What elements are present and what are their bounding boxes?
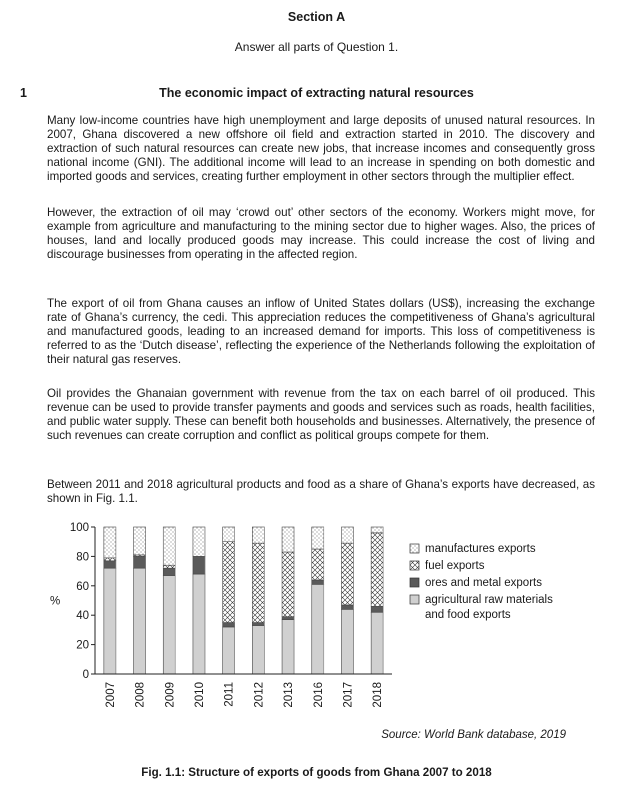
x-tick-label: 2011 <box>223 682 236 707</box>
bar-segment <box>282 617 294 620</box>
bar-segment <box>223 623 235 627</box>
y-tick-label: 0 <box>82 669 89 681</box>
section-title: Section A <box>287 10 346 24</box>
x-tick-label: 2013 <box>283 682 296 708</box>
question-number: 1 <box>20 86 27 100</box>
bar-segment <box>252 623 264 626</box>
bar-segment <box>163 565 175 568</box>
stacked-bar-chart <box>0 515 633 725</box>
bar-segment <box>134 527 146 555</box>
x-tick-label: 2016 <box>312 682 325 708</box>
bar-segment <box>252 527 264 543</box>
y-axis-label: % <box>50 595 61 608</box>
bar-segment <box>371 527 383 533</box>
legend-entry-label: fuel exports <box>425 560 485 572</box>
bar-segment <box>312 584 324 674</box>
bar-segment <box>371 533 383 607</box>
paragraph-1: Many low-income countries have high unemployment and large deposits of unused natural resources. In 2007, Ghana discovered a new offshore oil field and extraction started in 2010. The discovery and extraction of such natural resources can create new jobs, that increase incomes and consequently gross national income (GNI). The additional income will lead to an increase in spending on both domestic and imported goods and services, creating further employment in other sectors through the multiplier effect. <box>47 114 595 183</box>
bar-segment <box>163 576 175 674</box>
bar-segment <box>312 527 324 549</box>
x-tick-label: 2009 <box>164 682 177 708</box>
x-tick-label: 2007 <box>104 682 117 708</box>
figure-caption: Fig. 1.1: Structure of exports of goods from Ghana 2007 to 2018 <box>141 766 492 779</box>
legend-entry-label: ores and metal exports <box>425 577 542 589</box>
legend-swatch <box>410 578 419 587</box>
bar-segment <box>193 527 205 556</box>
legend-entry-label: manufactures exports <box>425 543 536 555</box>
chart-legend <box>410 543 553 621</box>
y-tick-label: 20 <box>76 639 89 652</box>
bar-segment <box>341 609 353 674</box>
bar-segment <box>341 605 353 609</box>
y-tick-label: 60 <box>76 580 89 593</box>
paragraph-3: The export of oil from Ghana causes an inflow of United States dollars (US$), increasing the exchange rate of Ghana’s currency, the cedi. This appreciation reduces the competitiveness of Ghana’s agricultural and manufactured goods, leading to an increased demand for imports. This loss of competitiveness is referred to as the ‘Dutch disease’, reflecting the experience of the Netherlands following the exploitation of their natural gas reserves. <box>47 297 595 366</box>
y-tick-label: 40 <box>76 610 89 623</box>
bar-segment <box>163 568 175 575</box>
bar-segment <box>341 543 353 605</box>
x-tick-label: 2018 <box>372 682 385 708</box>
paragraph-2: However, the extraction of oil may ‘crowd out’ other sectors of the economy. Workers might move, for example from agriculture and manufacturing to the mining sector due to higher wages. Also, the prices of houses, land and locally produced goods may increase. This could increase the cost of living and discourage businesses from operating in the affected region. <box>47 206 595 261</box>
bar-segment <box>312 549 324 580</box>
instruction-text: Answer all parts of Question 1. <box>234 40 399 54</box>
bar-segment <box>252 625 264 674</box>
x-tick-label: 2012 <box>253 682 266 708</box>
paragraph-5: Between 2011 and 2018 agricultural products and food as a share of Ghana’s exports have decreased, as shown in Fig. 1.1. <box>47 478 595 505</box>
paragraph-4: Oil provides the Ghanaian government with revenue from the tax on each barrel of oil produced. This revenue can be used to provide transfer payments and goods and services such as roads, health facilities, and public water supply. These can benefit both households and businesses. Alternatively, the presence of such revenues can create corruption and conflict as political groups compete for them. <box>47 387 595 442</box>
bar-segment <box>104 527 116 558</box>
bar-segment <box>104 561 116 568</box>
x-tick-label: 2010 <box>193 682 206 708</box>
x-tick-label: 2017 <box>342 682 355 708</box>
bar-segment <box>134 568 146 674</box>
legend-swatch <box>410 561 419 570</box>
bar-segment <box>341 527 353 543</box>
bar-segment <box>282 527 294 552</box>
legend-entry-label: agricultural raw materials <box>425 594 553 606</box>
bar-segment <box>282 552 294 617</box>
bar-segment <box>223 627 235 674</box>
bar-segment <box>134 556 146 568</box>
y-tick-label: 100 <box>69 522 89 534</box>
bar-segment <box>223 527 235 542</box>
y-tick-label: 80 <box>76 551 89 564</box>
bar-segment <box>282 620 294 674</box>
bar-segment <box>193 556 205 574</box>
bar-segment <box>193 574 205 674</box>
bar-segment <box>104 558 116 561</box>
x-tick-label: 2008 <box>134 682 147 708</box>
legend-entry-label: and food exports <box>425 609 511 621</box>
bar-segment <box>371 606 383 612</box>
bar-segment <box>312 580 324 584</box>
bar-segment <box>104 568 116 674</box>
legend-swatch <box>410 595 419 604</box>
bar-segment <box>223 542 235 623</box>
bar-segment <box>252 543 264 622</box>
chart-source: Source: World Bank database, 2019 <box>381 729 566 741</box>
bar-segment <box>163 527 175 565</box>
legend-swatch <box>410 544 419 553</box>
bar-segment <box>371 612 383 674</box>
question-title: The economic impact of extracting natural resources <box>159 86 474 100</box>
